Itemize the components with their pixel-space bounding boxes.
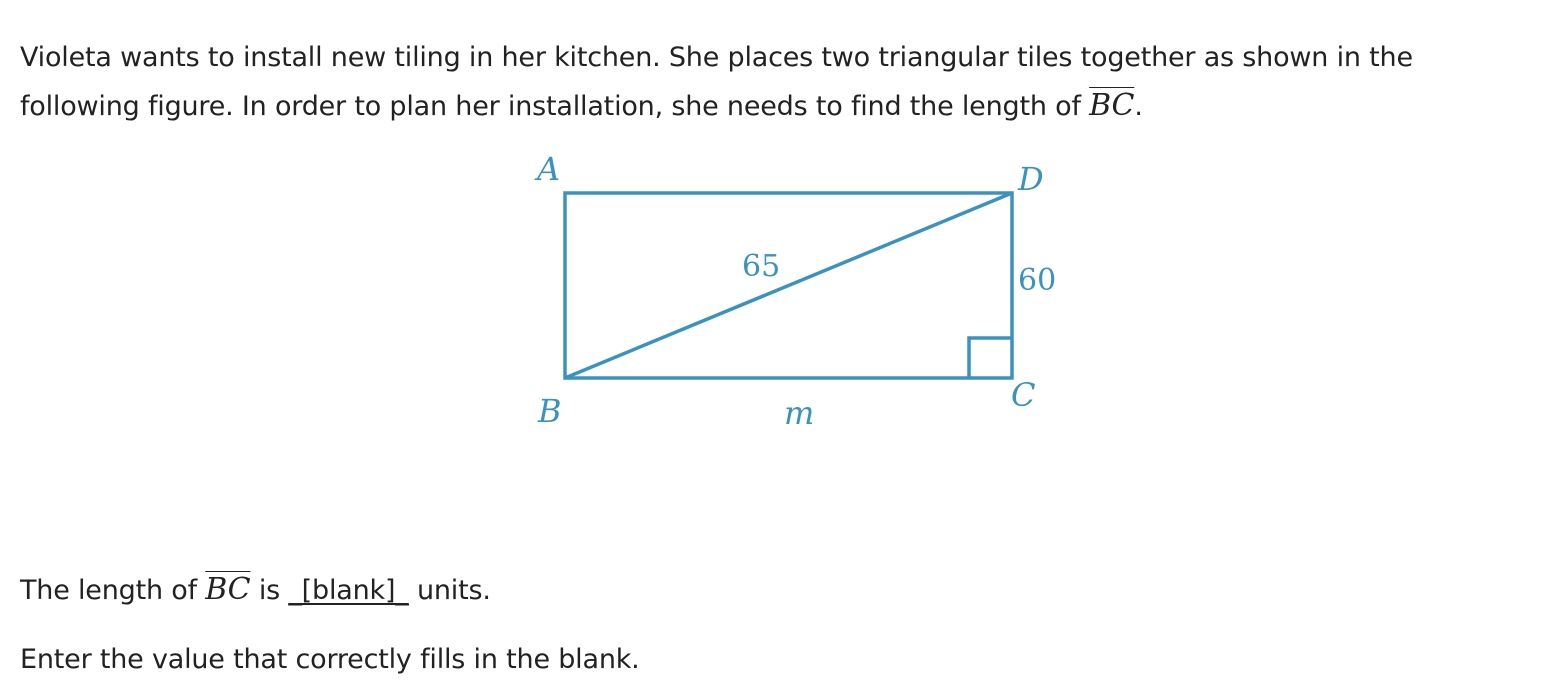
side-bc-variable-label: m [784,394,815,432]
vertex-c-label: C [1011,376,1036,414]
vertex-d-label: D [1018,160,1044,198]
segment-bc-label: $\overline{BC}$ [1089,88,1135,123]
vertex-b-label: B [538,392,562,430]
prompt-end: . [1134,91,1143,122]
answer-middle: is [250,575,289,606]
answer-segment-bc: $\overline{BC}$ [205,572,251,607]
instruction-text: Enter the value that correctly fills in the blank. [20,644,640,675]
answer-suffix: units. [408,575,491,606]
side-dc-length-label: 60 [1018,263,1057,298]
hypotenuse-length-label: 65 [742,249,781,284]
vertex-a-label: A [537,150,561,188]
answer-blank-input[interactable]: _[blank]_ [288,575,409,606]
right-angle-marker [969,338,1012,378]
diagonal-bd [565,193,1012,378]
prompt-text: Violeta wants to install new tiling in her kitchen. She places two triangular tiles together as shown in the following figure. In order to plan her installation, she needs to find the length of [20,42,1413,122]
answer-prefix: The length of [20,575,206,606]
answer-statement [20,566,491,615]
